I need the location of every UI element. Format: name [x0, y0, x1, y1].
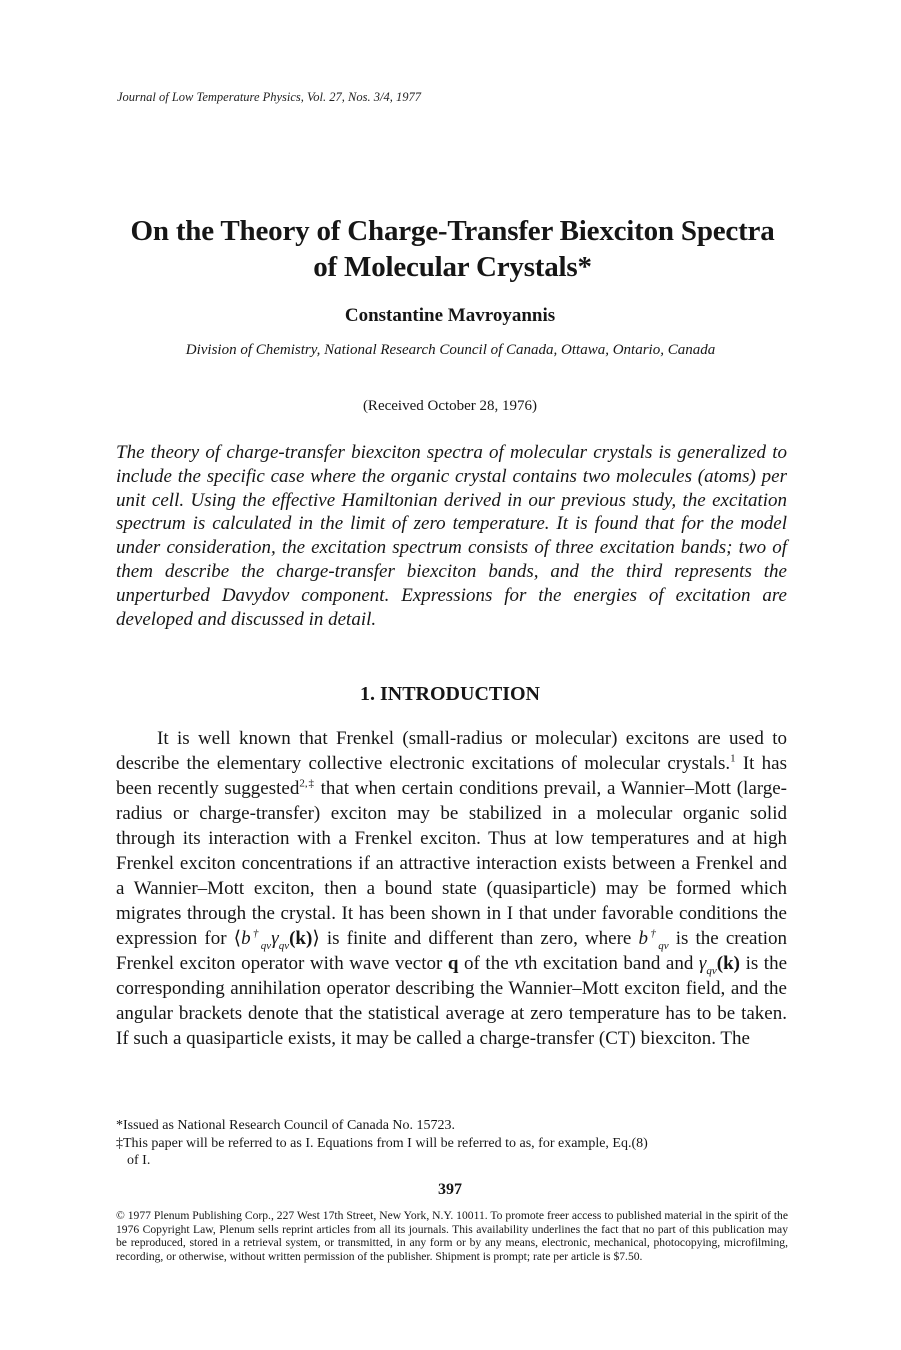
title-line-1: On the Theory of Charge-Transfer Biexciton Spectra — [130, 215, 775, 247]
received-date: (Received October 28, 1976) — [362, 398, 538, 414]
reference-mark-2: 2,‡ — [299, 777, 315, 790]
intro-text-2: It has been recently suggested — [116, 753, 787, 799]
intro-text-1: It is well known that Frenkel (small-radius or molecular) excitons are used to describe the elementary collective electronic excitations of molecular crystals. — [116, 728, 787, 774]
footnotes — [116, 1117, 787, 1170]
math-b-dagger: $b^\dagger_{q\nu}$ — [638, 927, 669, 952]
author-affiliation: Division of Chemistry, National Research Council of Canada, Ottawa, Ontario, Canada — [185, 342, 716, 358]
journal-citation: Journal of Low Temperature Physics, Vol. 27, Nos. 3/4, 1977 — [117, 90, 421, 104]
abstract-text: The theory of charge-transfer biexciton spectra of molecular crystals is generalized to include the specific case where the organic crystal contains two molecules (atoms) per unit cell. Using the effective Hamiltonian derived in our previous study, the excitation spectrum is calculated in the limit of zero temperature. It is found that for the model under consideration, the excitation spectrum consists of three excitation bands; two of them describe the charge-transfer biexciton bands, and the third represents the unperturbed Davydov component. Expressions for the energies of excitation are developed and discussed in detail. — [116, 442, 787, 630]
math-nu: ν — [514, 953, 523, 974]
intro-text-4: ⟩ is finite and different than zero, where — [312, 928, 639, 949]
footnote-1: *Issued as National Research Council of Canada No. 15723. — [116, 1118, 456, 1133]
intro-text-5: is the creation Frenkel exciton operator with wave vector — [116, 928, 788, 974]
reference-mark-1: 1 — [730, 752, 736, 765]
abstract — [116, 441, 787, 631]
math-gamma: $\gamma_{q\nu}(k)$ — [698, 953, 741, 977]
intro-text-7: th excitation band and — [522, 953, 699, 974]
intro-text-3: that when certain conditions prevail, a Wannier–Mott (large-radius or charge-transfer) exciton may be stabilized in a molecular organic solid through its interaction with a Frenkel exciton. Thus at low temperatures and at high Frenkel exciton concentrations if an attractive interaction exists between a Frenkel and a Wannier–Mott exciton, then a bound state (quasiparticle) may be formed which migrates through the crystal. It has been shown in I that under favorable conditions the expression for ⟨ — [116, 778, 787, 949]
title-line-2: of Molecular Crystals* — [313, 251, 592, 283]
intro-body — [116, 726, 787, 1051]
paper-title — [80, 213, 825, 285]
copyright-notice — [116, 1209, 788, 1263]
page-number: 397 — [438, 1181, 462, 1198]
copyright-text: © 1977 Plenum Publishing Corp., 227 West 17th Street, New York, N.Y. 10011. To promote freer access to published material in the spirit of the 1976 Copyright Law, Plenum sells reprint articles from all its journals. This availability underlines the fact that no part of this publication may be reproduced, stored in a retrieval system, or transmitted, in any form or by any means, electronic, mechanical, photocopying, microfilming, recording, or otherwise, without written permission of the publisher. Shipment is prompt; rate per article is $7.50. — [116, 1209, 788, 1263]
section-heading: 1. INTRODUCTION — [359, 683, 541, 705]
footnote-2: ‡This paper will be referred to as I. Equations from I will be referred to as, for example, Eq.(8) — [116, 1135, 648, 1151]
intro-text-6: of the — [458, 953, 515, 974]
math-q-vector: q — [447, 953, 459, 974]
author-name: Constantine Mavroyannis — [344, 305, 556, 326]
intro-paragraph — [116, 726, 787, 1051]
math-expression-average: $b^\dagger_{q\nu}\gamma_{q\nu}(k)$ — [241, 927, 313, 952]
footnote-2-continuation: of I. — [127, 1153, 151, 1168]
intro-text-8: is the corresponding annihilation operator describing the Wannier–Mott exciton field, and the angular brackets denote that the statistical average at zero temperature has to be taken. If such a quasiparticle exists, it may be called a charge-transfer (CT) biexciton. The — [116, 953, 788, 1049]
